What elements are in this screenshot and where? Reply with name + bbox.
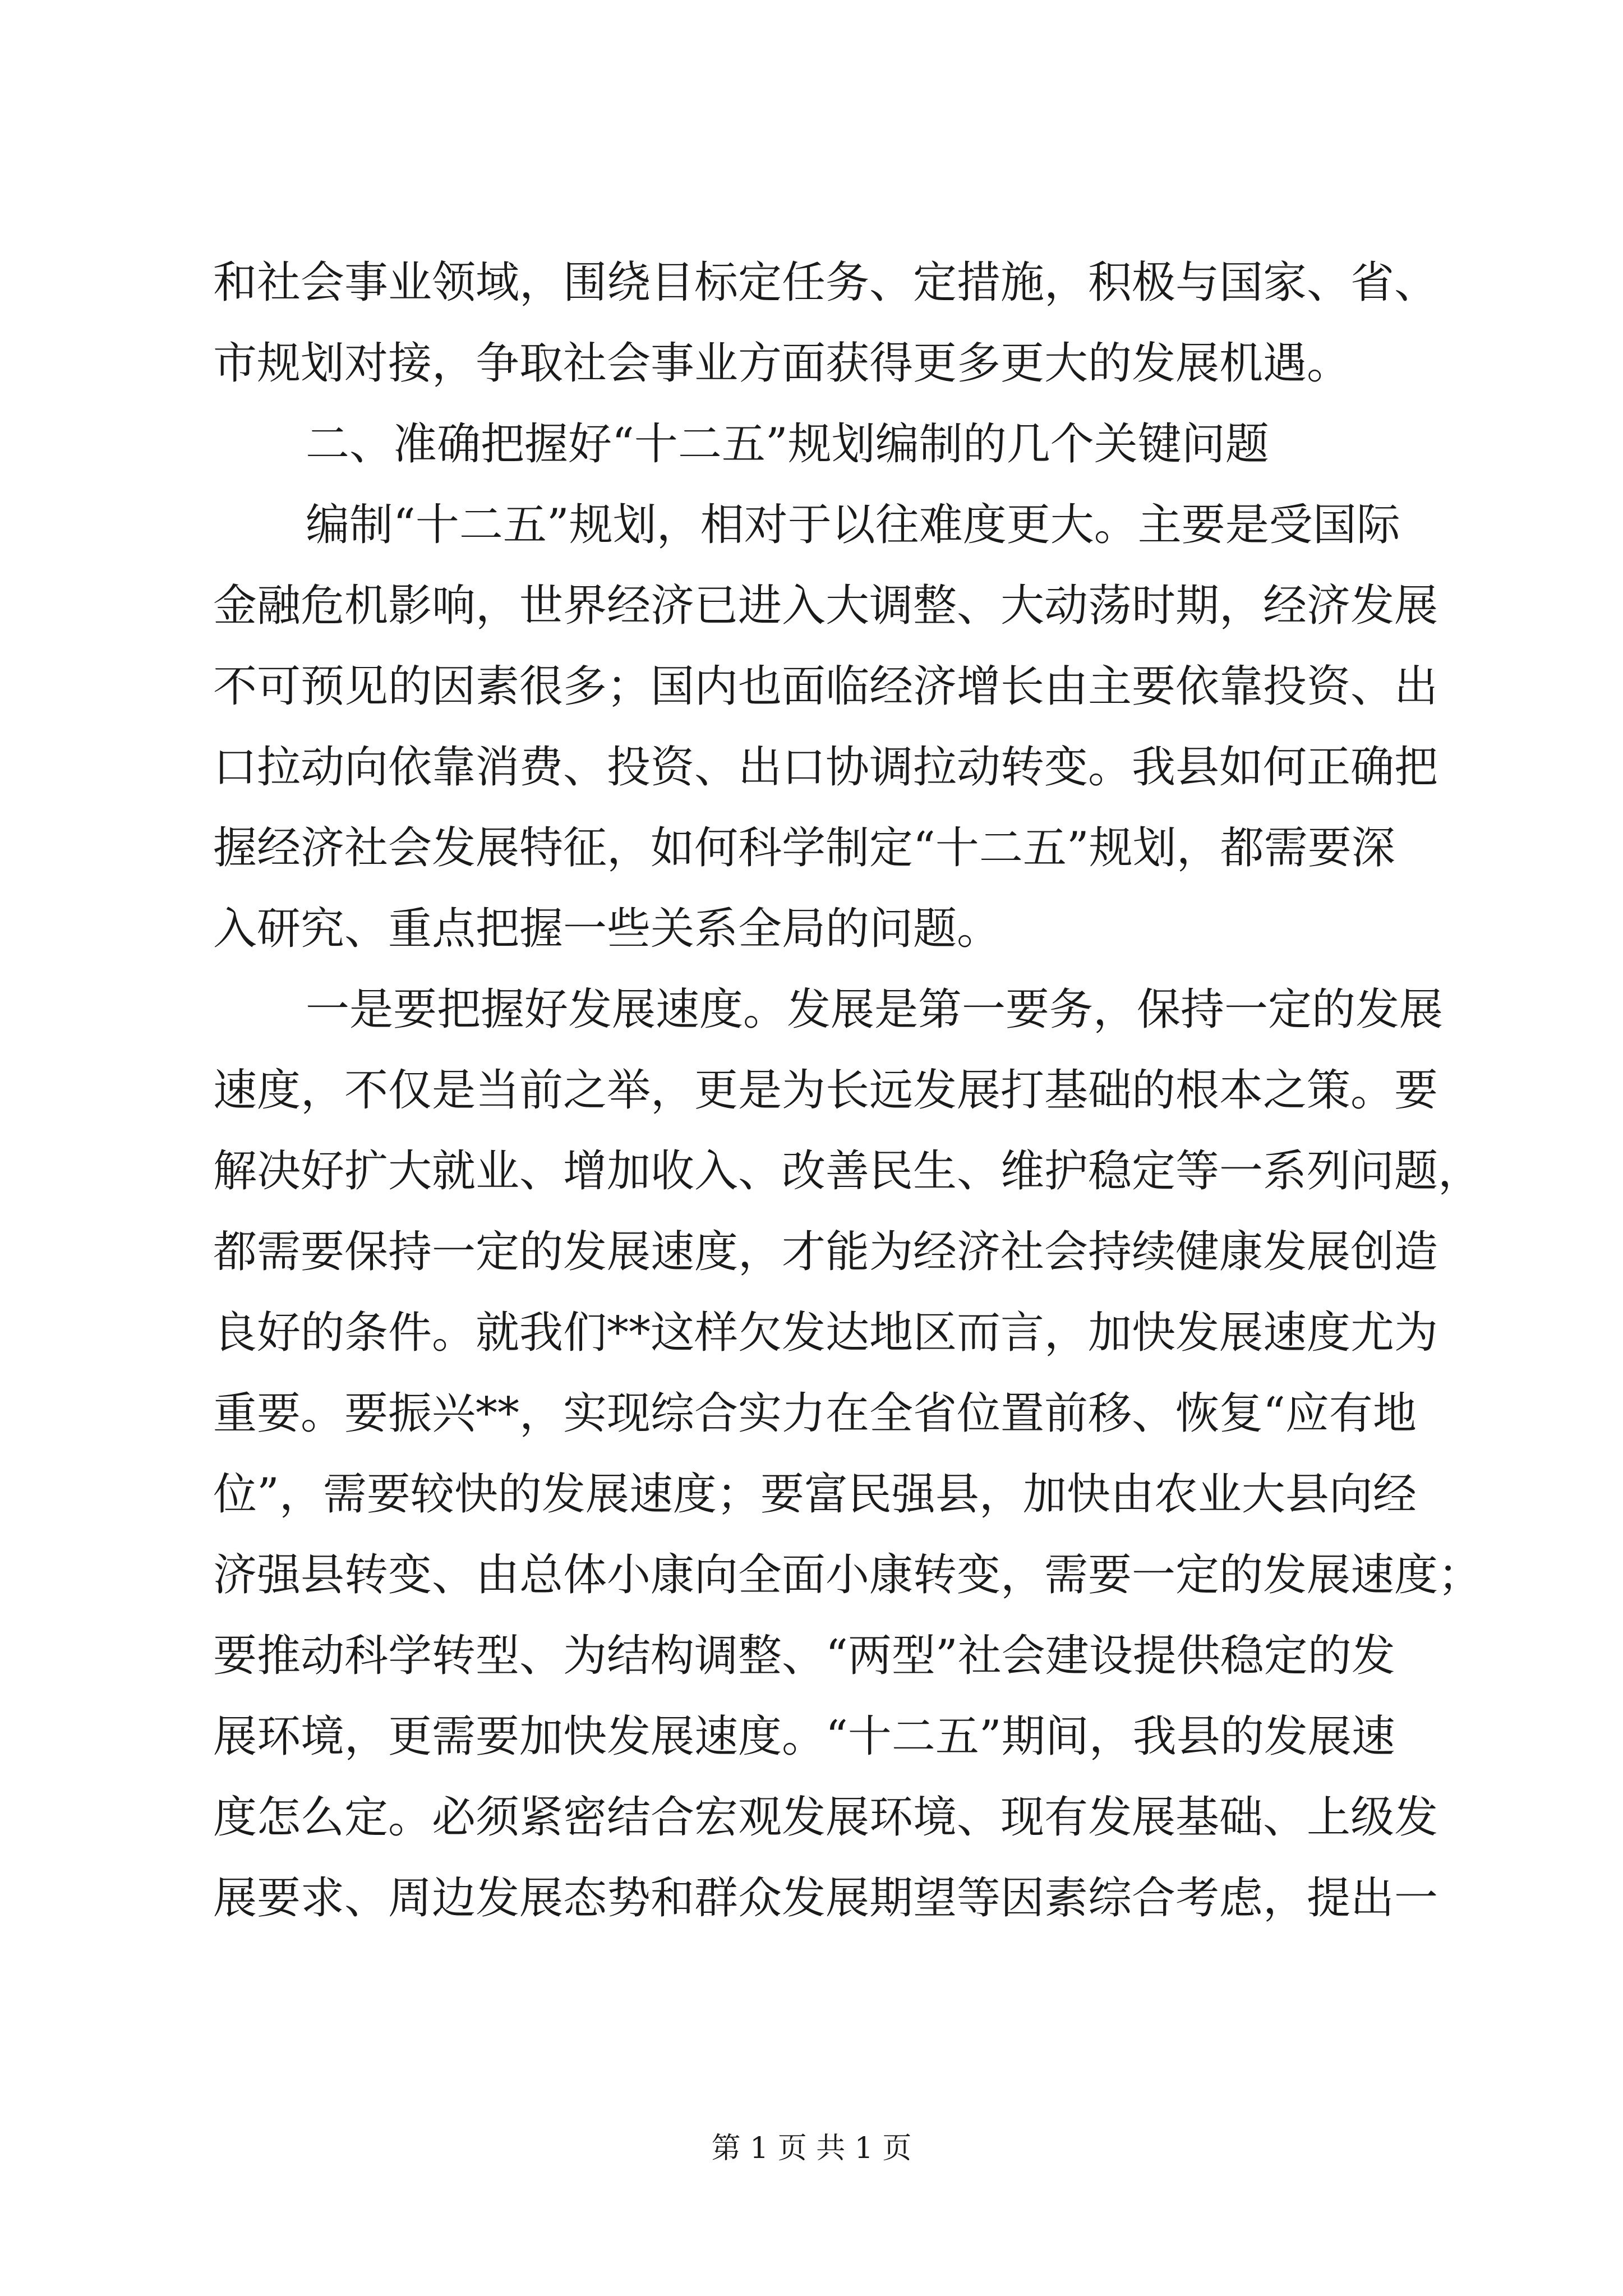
- text-line: 良好的条件。就我们**这样欠发达地区而言，加快发展速度尤为: [213, 1308, 1438, 1358]
- text-line: 握经济社会发展特征，如何科学制定“十二五”规划，都需要深: [213, 823, 1395, 873]
- text-line: 展要求、周边发展态势和群众发展期望等因素综合考虑，提出一: [213, 1873, 1438, 1924]
- text-line: 重要。要振兴**，实现综合实力在全省位置前移、恢复“应有地: [213, 1388, 1417, 1439]
- text-line: 济强县转变、由总体小康向全面小康转变，需要一定的发展速度；: [213, 1550, 1482, 1600]
- text-line: 位”，需要较快的发展速度；要富民强县，加快由农业大县向经: [213, 1469, 1417, 1520]
- text-line: 市规划对接，争取社会事业方面获得更多更大的发展机遇。: [213, 338, 1351, 389]
- text-line: 一是要把握好发展速度。发展是第一要务，保持一定的发展: [306, 984, 1444, 1035]
- page-footer: 第 1 页 共 1 页: [711, 2132, 912, 2165]
- text-line: 编制“十二五”规划，相对于以往难度更大。主要是受国际: [306, 500, 1400, 550]
- text-line: 不可预见的因素很多；国内也面临经济增长由主要依靠投资、出: [213, 661, 1438, 712]
- text-line: 展环境，更需要加快发展速度。“十二五”期间，我县的发展速: [213, 1711, 1395, 1762]
- document-body: [213, 242, 1482, 1939]
- text-line: 和社会事业领域，围绕目标定任务、定措施，积极与国家、省、: [213, 257, 1438, 308]
- text-line: 金融危机影响，世界经济已进入大调整、大动荡时期，经济发展: [213, 581, 1438, 631]
- text-line: 要推动科学转型、为结构调整、“两型”社会建设提供稳定的发: [213, 1631, 1395, 1681]
- text-line: 口拉动向依靠消费、投资、出口协调拉动转变。我县如何正确把: [213, 742, 1438, 793]
- section-heading: 二、准确把握好“十二五”规划编制的几个关键问题: [306, 419, 1269, 470]
- text-line: 入研究、重点把握一些关系全局的问题。: [213, 904, 1001, 954]
- text-line: 都需要保持一定的发展速度，才能为经济社会持续健康发展创造: [213, 1227, 1438, 1277]
- text-line: 度怎么定。必须紧密结合宏观发展环境、现有发展基础、上级发: [213, 1792, 1438, 1843]
- text-line: 速度，不仅是当前之举，更是为长远发展打基础的根本之策。要: [213, 1065, 1438, 1116]
- text-line: 解决好扩大就业、增加收入、改善民生、维护稳定等一系列问题，: [213, 1146, 1482, 1197]
